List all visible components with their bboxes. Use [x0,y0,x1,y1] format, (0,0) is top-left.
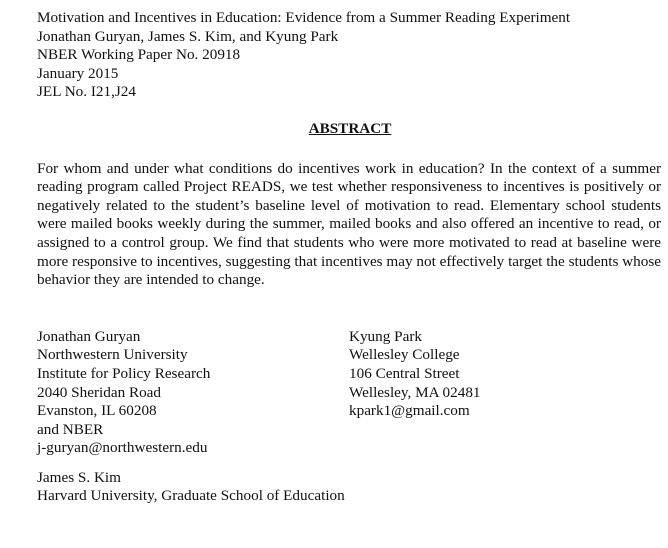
author-name: Jonathan Guryan [37,327,141,345]
paper-page [37,9,663,548]
paper-header [37,9,663,102]
working-paper-number: NBER Working Paper No. 20918 [37,46,241,64]
author-email: j-guryan@northwestern.edu [37,439,208,457]
author-affiliation: Northwestern University [37,346,188,364]
paper-authors: Jonathan Guryan, James S. Kim, and Kyung Park [37,27,339,45]
author-street: 106 Central Street [349,364,460,382]
abstract-text: For whom and under what conditions do incentives work in education? In the context of a summer reading program called Project READS, we test whether responsiveness to incentives is positively or negatively related to the student’s baseline level of motivation to read. Elementary school students were mailed books weekly during the summer, mailed books and also offered an incentive to read, or assigned to a control group. We find that students who were more motivated to read at baseline were more responsive to incentives, suggesting that incentives may not effectively target the students whose behavior they are intended to change. [37,159,661,289]
author-addresses [37,328,663,548]
author-name: James S. Kim [37,468,121,486]
author-block-park [349,328,481,421]
author-extra-affiliation: and NBER [37,420,104,438]
author-block-guryan [37,328,210,458]
paper-title: Motivation and Incentives in Education: Evidence from a Summer Reading Experiment [37,9,571,26]
author-street: 2040 Sheridan Road [37,383,162,401]
author-city: Wellesley, MA 02481 [349,383,481,401]
author-institute: Institute for Policy Research [37,364,211,382]
author-affiliation: Wellesley College [349,346,460,364]
abstract-heading: ABSTRACT [308,119,392,137]
author-name: Kyung Park [349,327,422,345]
author-block-kim [37,469,345,506]
jel-codes: JEL No. I21,J24 [37,83,136,101]
author-city: Evanston, IL 60208 [37,402,157,420]
author-email: kpark1@gmail.com [349,402,470,420]
paper-date: January 2015 [37,64,119,82]
author-affiliation: Harvard University, Graduate School of Education [37,487,345,505]
